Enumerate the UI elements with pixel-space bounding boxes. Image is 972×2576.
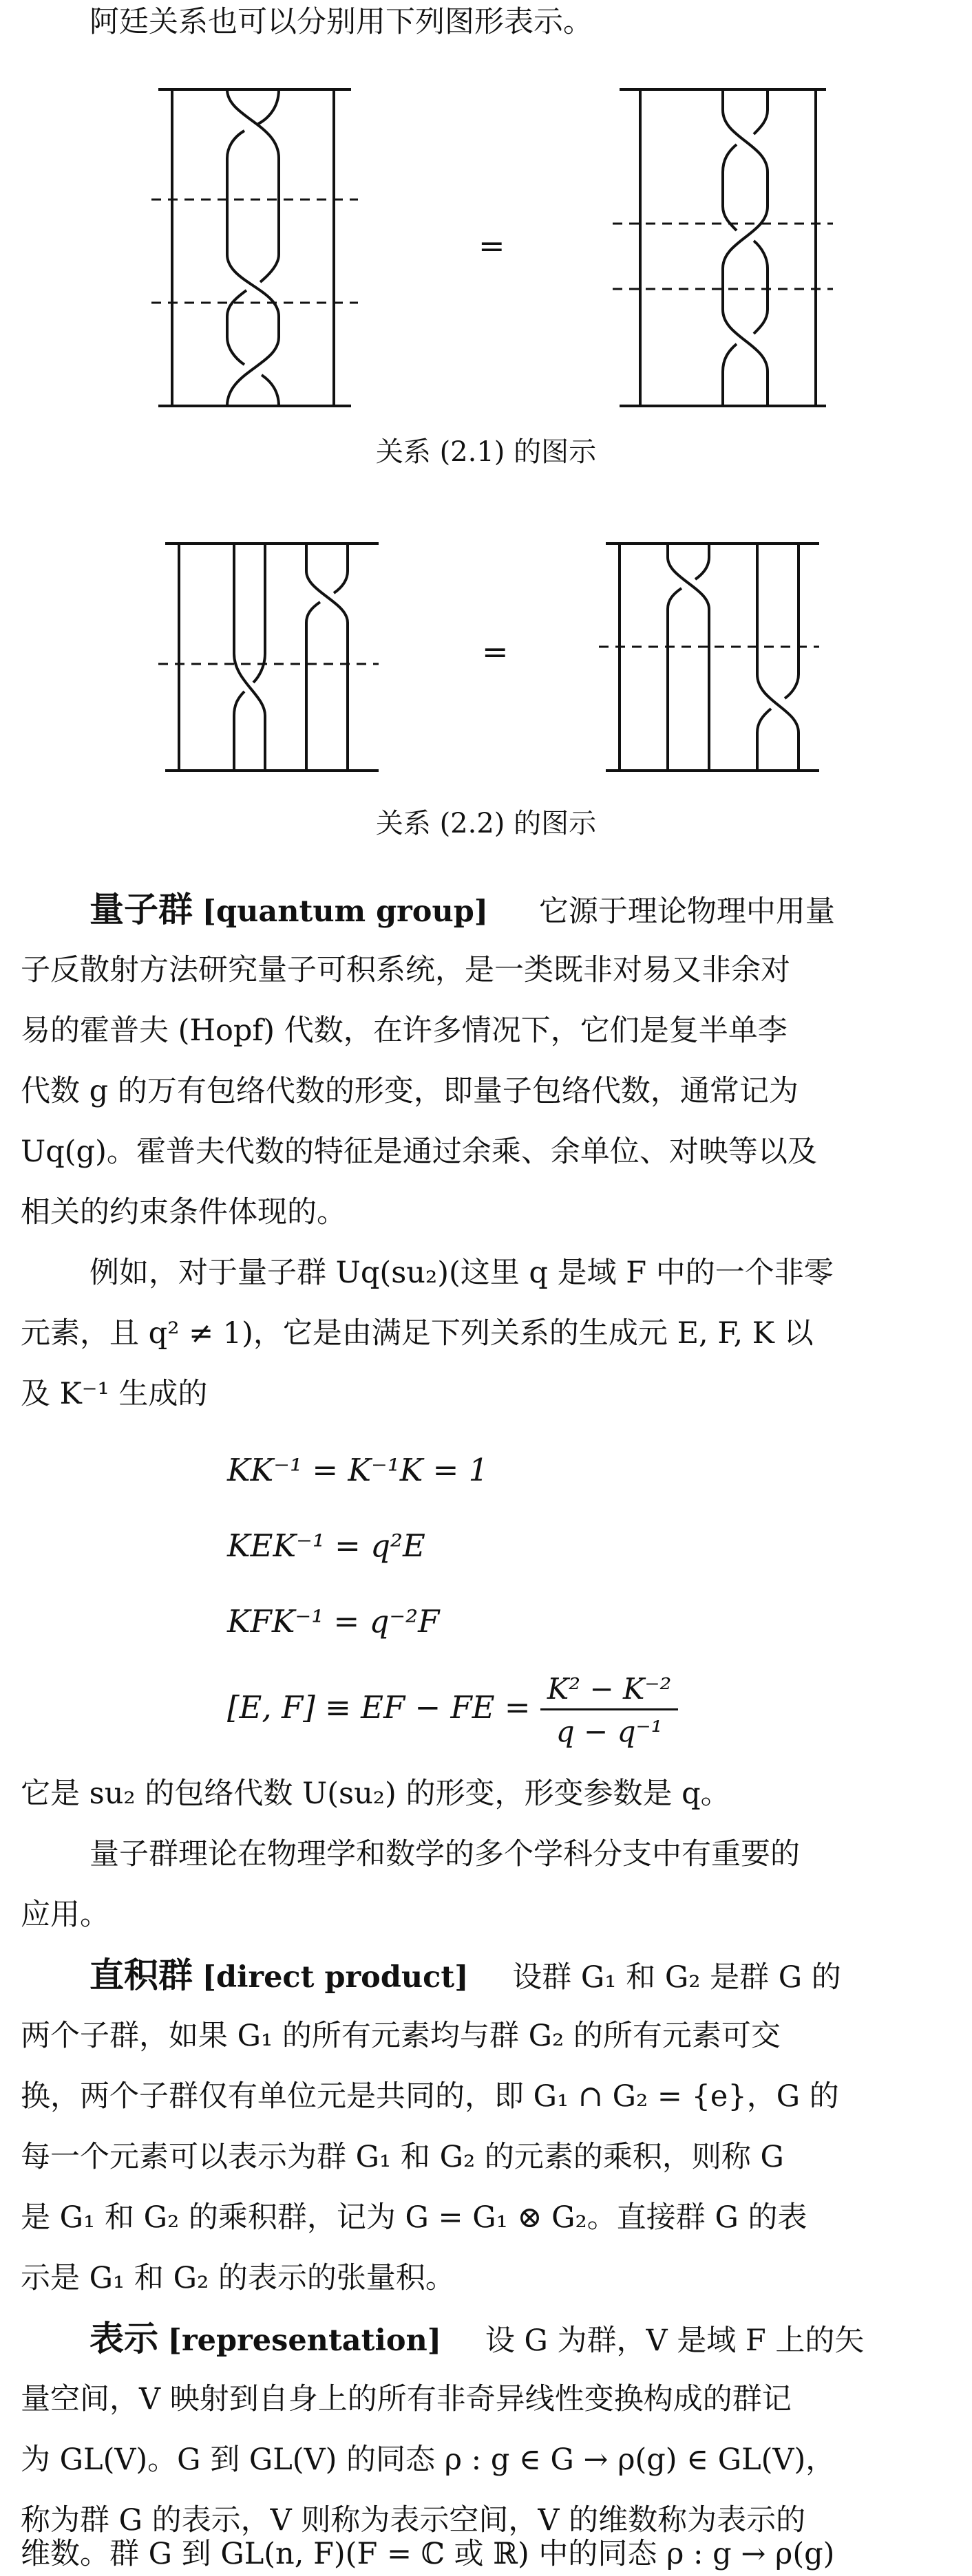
quantum-group-line-5: 相关的约束条件体现的。: [21, 1195, 346, 1230]
braid-diagram-2-2-right: [592, 537, 826, 777]
equation-2: KEK⁻¹ = q²E: [227, 1527, 425, 1564]
direct-product-line-2: 换，两个子群仅有单位元是共同的，即 G₁ ∩ G₂ = {e}，G 的: [21, 2079, 839, 2114]
quantum-group-after-1: 量子群理论在物理学和数学的多个学科分支中有重要的: [89, 1837, 800, 1871]
intro-text: 阿廷关系也可以分别用下列图形表示。: [89, 5, 593, 39]
fig2-equals: =: [482, 633, 509, 670]
braid-diagram-2-1-left: [151, 83, 358, 413]
representation-term-en: [representation]: [167, 2323, 442, 2358]
quantum-group-after-2: 应用。: [21, 1898, 109, 1932]
quantum-group-line-8: 及 K⁻¹ 生成的: [21, 1377, 208, 1411]
equation-4-lhs: [E, F] ≡ EF − FE =: [227, 1689, 531, 1726]
direct-product-line-3: 每一个元素可以表示为群 G₁ 和 G₂ 的元素的乘积，则称 G: [21, 2140, 784, 2174]
quantum-group-line-4: Uq(g)。霍普夫代数的特征是通过余乘、余单位、对映等以及: [21, 1135, 817, 1169]
quantum-group-after-0: 它是 su₂ 的包络代数 U(su₂) 的形变，形变参数是 q。: [21, 1777, 730, 1811]
braid-diagram-2-1-right: [613, 83, 833, 413]
equation-1: KK⁻¹ = K⁻¹K = 1: [227, 1452, 489, 1488]
representation-heading: [21, 2317, 951, 2363]
representation-term-cn: 表示: [89, 2319, 158, 2359]
representation-line-2: 为 GL(V)。G 到 GL(V) 的同态 ρ : g ∈ G → ρ(g) ∈ GL(V)，: [21, 2443, 836, 2477]
direct-product-term-cn: 直积群: [89, 1955, 193, 1995]
direct-product-line-1: 两个子群，如果 G₁ 的所有元素均与群 G₂ 的所有元素可交: [21, 2019, 781, 2053]
quantum-group-line-7: 元素，且 q² ≠ 1)，它是由满足下列关系的生成元 E, F, K 以: [21, 1316, 814, 1351]
quantum-group-heading: [21, 888, 951, 934]
equation-4-fraction: [540, 1672, 679, 1748]
direct-product-heading: [21, 1953, 951, 1999]
fraction-numerator: K² − K⁻²: [540, 1672, 679, 1710]
direct-product-line-4: 是 G₁ 和 G₂ 的乘积群，记为 G = G₁ ⊗ G₂。直接群 G 的表: [21, 2200, 807, 2235]
direct-product-line-5: 示是 G₁ 和 G₂ 的表示的张量积。: [21, 2261, 455, 2295]
equation-4: [227, 1672, 678, 1748]
direct-product-line-0: 设群 G₁ 和 G₂ 是群 G 的: [512, 1960, 841, 1995]
fig2-caption: 关系 (2.2) 的图示: [375, 808, 597, 839]
quantum-group-line-6: 例如，对于量子群 Uq(su₂)(这里 q 是域 F 中的一个非零: [89, 1256, 834, 1290]
representation-line-1: 量空间，V 映射到自身上的所有非奇异线性变换构成的群记: [21, 2382, 792, 2416]
fig1-equals: =: [478, 227, 505, 264]
quantum-group-line-2: 易的霍普夫 (Hopf) 代数，在许多情况下，它们是复半单李: [21, 1013, 788, 1048]
quantum-group-term-en: [quantum group]: [202, 894, 489, 929]
quantum-group-term-cn: 量子群: [89, 890, 193, 930]
representation-line-4: 维数。群 G 到 GL(n, F)(F = ℂ 或 ℝ) 中的同态 ρ : g → ρ(g): [21, 2537, 835, 2571]
braid-diagram-2-2-left: [151, 537, 385, 777]
equation-3: KFK⁻¹ = q⁻²F: [227, 1603, 440, 1640]
quantum-group-line-1: 子反散射方法研究量子可积系统，是一类既非对易又非余对: [21, 953, 790, 987]
quantum-group-line-0: 它源于理论物理中用量: [538, 894, 835, 929]
fraction-denominator: q − q⁻¹: [556, 1715, 663, 1748]
quantum-group-line-3: 代数 g 的万有包络代数的形变，即量子包络代数，通常记为: [21, 1074, 799, 1108]
representation-line-0: 设 G 为群，V 是域 F 上的矢: [485, 2323, 865, 2358]
direct-product-term-en: [direct product]: [202, 1960, 469, 1995]
fig1-caption: 关系 (2.1) 的图示: [375, 436, 597, 468]
representation-line-3: 称为群 G 的表示，V 则称为表示空间，V 的维数称为表示的: [21, 2503, 806, 2537]
